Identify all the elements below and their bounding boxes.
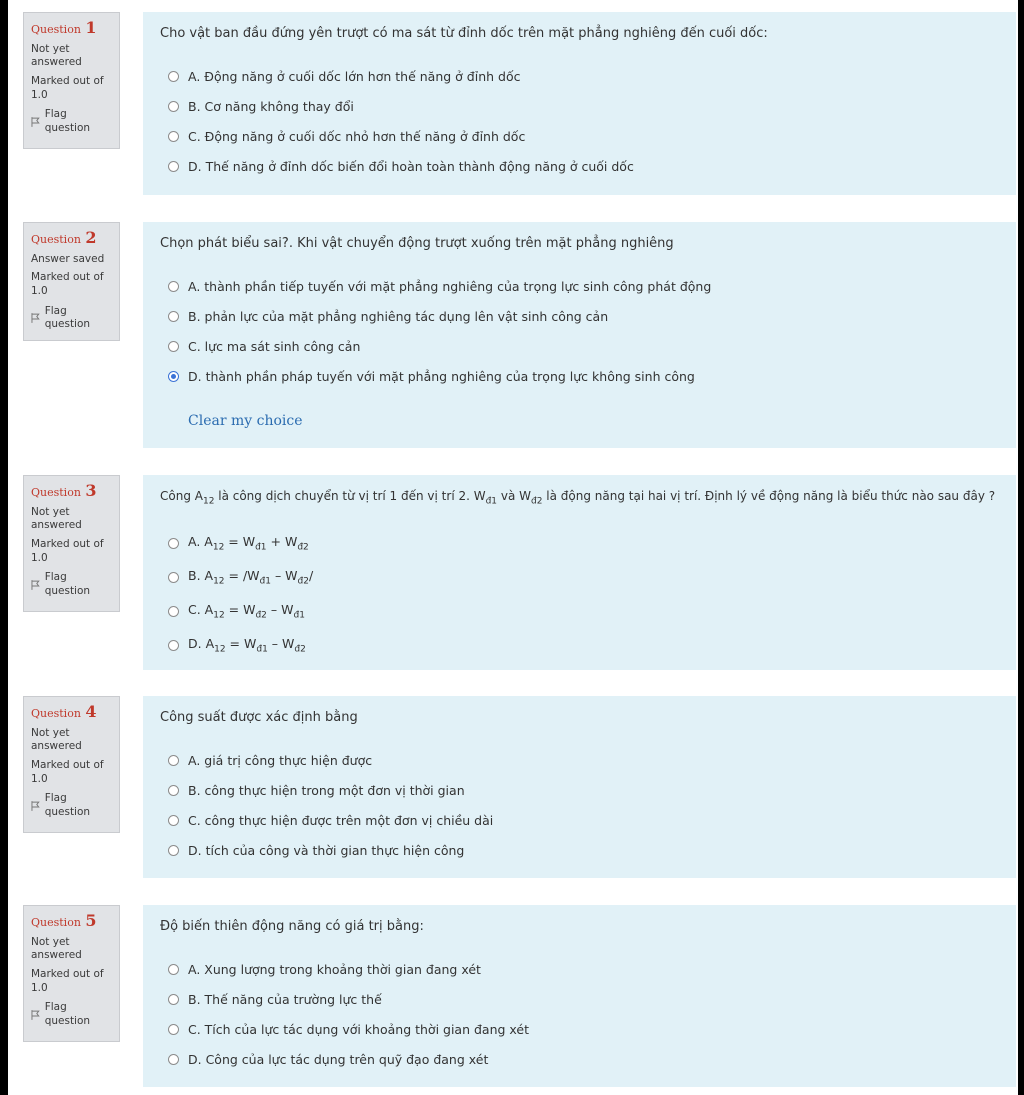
radio-button-checked[interactable] — [168, 371, 179, 382]
answer-option[interactable]: D. Công của lực tác dụng trên quỹ đạo đang xét — [160, 1044, 1016, 1074]
answer-option[interactable]: D. Thế năng ở đỉnh dốc biến đổi hoàn toàn thành động năng ở cuối dốc — [160, 151, 1016, 181]
answer-option[interactable]: A. $A_{12} = W_{đ1} + W_{đ2}$ — [160, 526, 1016, 560]
question-text: Cho vật ban đầu đứng yên trượt có ma sát từ đỉnh dốc trên mặt phẳng nghiêng đến cuối dốc: — [160, 26, 768, 41]
radio-button[interactable] — [168, 1024, 179, 1035]
flag-icon — [31, 313, 40, 323]
question-text: Công suất được xác định bằng — [160, 710, 358, 725]
radio-button[interactable] — [168, 131, 179, 142]
radio-button[interactable] — [168, 845, 179, 856]
radio-button[interactable] — [168, 964, 179, 975]
radio-button[interactable] — [168, 538, 179, 549]
answer-option[interactable]: C. Động năng ở cuối dốc nhỏ hơn thế năng ở đỉnh dốc — [160, 121, 1016, 151]
question-info — [23, 696, 120, 833]
question-number: Question 2 — [31, 228, 97, 247]
question-grade: Marked out of 1.0 — [31, 271, 104, 298]
answer-option-selected[interactable]: D. thành phần pháp tuyến với mặt phẳng nghiêng của trọng lực không sinh công — [160, 361, 1016, 391]
question-content — [143, 696, 1016, 878]
answer-option[interactable]: B. Cơ năng không thay đổi — [160, 91, 1016, 121]
clear-choice-link[interactable]: Clear my choice — [188, 413, 303, 429]
question-info — [23, 222, 120, 341]
answer-option[interactable]: B. phản lực của mặt phẳng nghiêng tác dụng lên vật sinh công cản — [160, 301, 1016, 331]
right-edge — [1018, 0, 1024, 1095]
question-info — [23, 12, 120, 149]
radio-button[interactable] — [168, 994, 179, 1005]
answer-option[interactable]: C. lực ma sát sinh công cản — [160, 331, 1016, 361]
question-grade: Marked out of 1.0 — [31, 759, 104, 785]
answer-option[interactable]: A. giá trị công thực hiện được — [160, 745, 1016, 775]
question-grade: Marked out of 1.0 — [31, 538, 104, 564]
radio-button[interactable] — [168, 341, 179, 352]
question-state: Answer saved — [31, 252, 105, 265]
left-edge — [0, 0, 8, 1095]
radio-button[interactable] — [168, 640, 179, 651]
question-state: Not yet answered — [31, 505, 82, 532]
answer-option[interactable]: A. Động năng ở cuối dốc lớn hơn thế năng ở đỉnh dốc — [160, 61, 1016, 91]
flag-question-link[interactable]: Flag question — [31, 305, 113, 332]
question-content — [143, 222, 1016, 448]
flag-icon — [31, 117, 40, 127]
radio-button[interactable] — [168, 1054, 179, 1065]
answer-option[interactable]: D. tích của công và thời gian thực hiện công — [160, 835, 1016, 865]
question-number: Question 3 — [31, 481, 97, 500]
radio-button[interactable] — [168, 815, 179, 826]
flag-question-link[interactable]: Flag question — [31, 1001, 113, 1028]
question-state: Not yet answered — [31, 935, 82, 962]
flag-icon — [31, 801, 40, 811]
question-info — [23, 905, 120, 1042]
question-grade: Marked out of 1.0 — [31, 75, 104, 101]
question-number: Question 1 — [31, 18, 97, 37]
flag-question-link[interactable]: Flag question — [31, 571, 113, 598]
flag-icon — [31, 1010, 40, 1020]
question-state: Not yet answered — [31, 42, 82, 69]
radio-button[interactable] — [168, 281, 179, 292]
radio-button[interactable] — [168, 101, 179, 112]
question-content — [143, 475, 1016, 670]
answer-option[interactable]: B. $A_{12} = /W_{đ1} - W_{đ2}/$ — [160, 560, 1016, 594]
answer-option[interactable]: C. $A_{12} = W_{đ2} - W_{đ1}$ — [160, 594, 1016, 628]
answer-option[interactable]: D. $A_{12} = W_{đ1} - W_{đ2}$ — [160, 628, 1016, 662]
radio-button[interactable] — [168, 572, 179, 583]
answer-option[interactable]: A. thành phần tiếp tuyến với mặt phẳng nghiêng của trọng lực sinh công phát động — [160, 271, 1016, 301]
question-text: Chọn phát biểu sai?. Khi vật chuyển động trượt xuống trên mặt phẳng nghiêng — [160, 236, 674, 251]
question-info — [23, 475, 120, 612]
question-number: Question 4 — [31, 702, 97, 721]
answer-option[interactable]: C. Tích của lực tác dụng với khoảng thời gian đang xét — [160, 1014, 1016, 1044]
radio-button[interactable] — [168, 785, 179, 796]
radio-button[interactable] — [168, 71, 179, 82]
radio-button[interactable] — [168, 755, 179, 766]
question-text: Độ biến thiên động năng có giá trị bằng: — [160, 919, 424, 934]
answer-option[interactable]: B. công thực hiện trong một đơn vị thời gian — [160, 775, 1016, 805]
question-content — [143, 905, 1016, 1087]
answer-option[interactable]: B. Thế năng của trường lực thế — [160, 984, 1016, 1014]
question-grade: Marked out of 1.0 — [31, 968, 104, 994]
flag-question-link[interactable]: Flag question — [31, 792, 113, 819]
flag-question-link[interactable]: Flag question — [31, 108, 113, 135]
radio-button[interactable] — [168, 311, 179, 322]
question-content — [143, 12, 1016, 195]
question-state: Not yet answered — [31, 726, 82, 753]
radio-button[interactable] — [168, 161, 179, 172]
answer-option[interactable]: C. công thực hiện được trên một đơn vị chiều dài — [160, 805, 1016, 835]
radio-button[interactable] — [168, 606, 179, 617]
question-text: Công $A_{12}$ là công dịch chuyển từ vị trí 1 đến vị trí 2. $W_{đ1}$ và $W_{đ2}$ là động năng tại hai vị trí. Định lý về động năng là biểu thức nào sau đây ? — [160, 489, 996, 507]
answer-option[interactable]: A. Xung lượng trong khoảng thời gian đang xét — [160, 954, 1016, 984]
question-number: Question 5 — [31, 911, 97, 930]
flag-icon — [31, 580, 40, 590]
